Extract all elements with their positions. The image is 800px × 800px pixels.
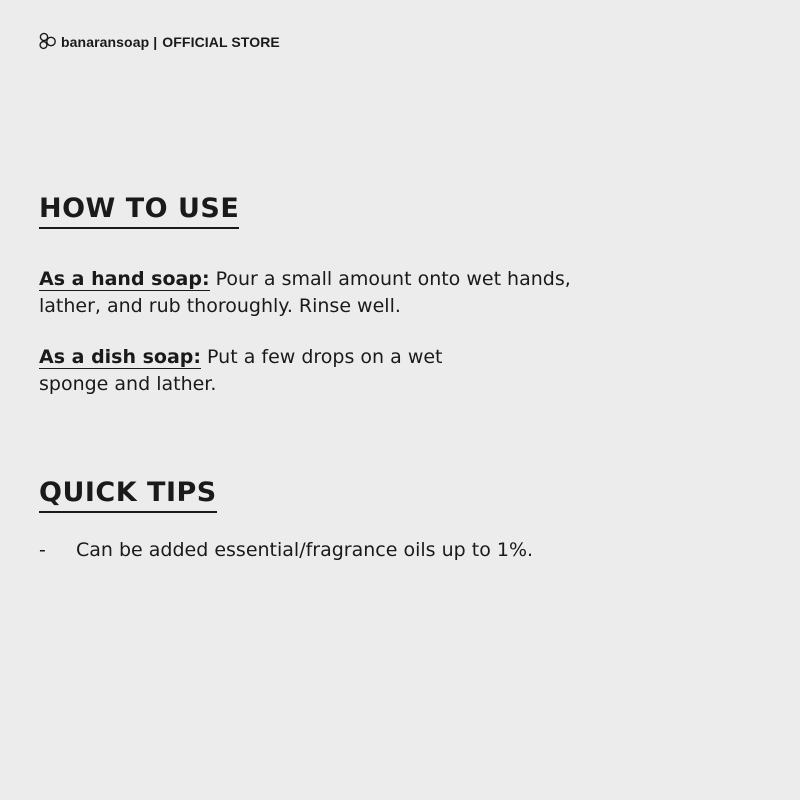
header-separator: | (153, 34, 158, 50)
dish-soap-text-line2: sponge and lather. (39, 373, 217, 395)
dish-soap-text: Put a few drops on a wet (201, 346, 443, 368)
brand-header (38, 31, 280, 53)
hand-soap-instructions (39, 266, 759, 320)
tip-bullet: - (39, 539, 46, 561)
bubbles-icon (38, 31, 60, 53)
hand-soap-text-line2: lather, and rub thoroughly. Rinse well. (39, 295, 401, 317)
dish-soap-label: As a dish soap: (39, 346, 202, 368)
dish-soap-instructions (39, 344, 759, 398)
tip-list-item (39, 537, 533, 564)
how-to-use-heading: HOW TO USE (39, 193, 239, 229)
hand-soap-text: Pour a small amount onto wet hands, (209, 268, 571, 290)
hand-soap-label: As a hand soap: (39, 268, 210, 290)
brand-name: banaransoap (61, 34, 150, 50)
tip-text: Can be added essential/fragrance oils up to 1%. (76, 539, 534, 561)
quick-tips-heading: QUICK TIPS (39, 477, 217, 513)
store-label: OFFICIAL STORE (162, 34, 280, 50)
